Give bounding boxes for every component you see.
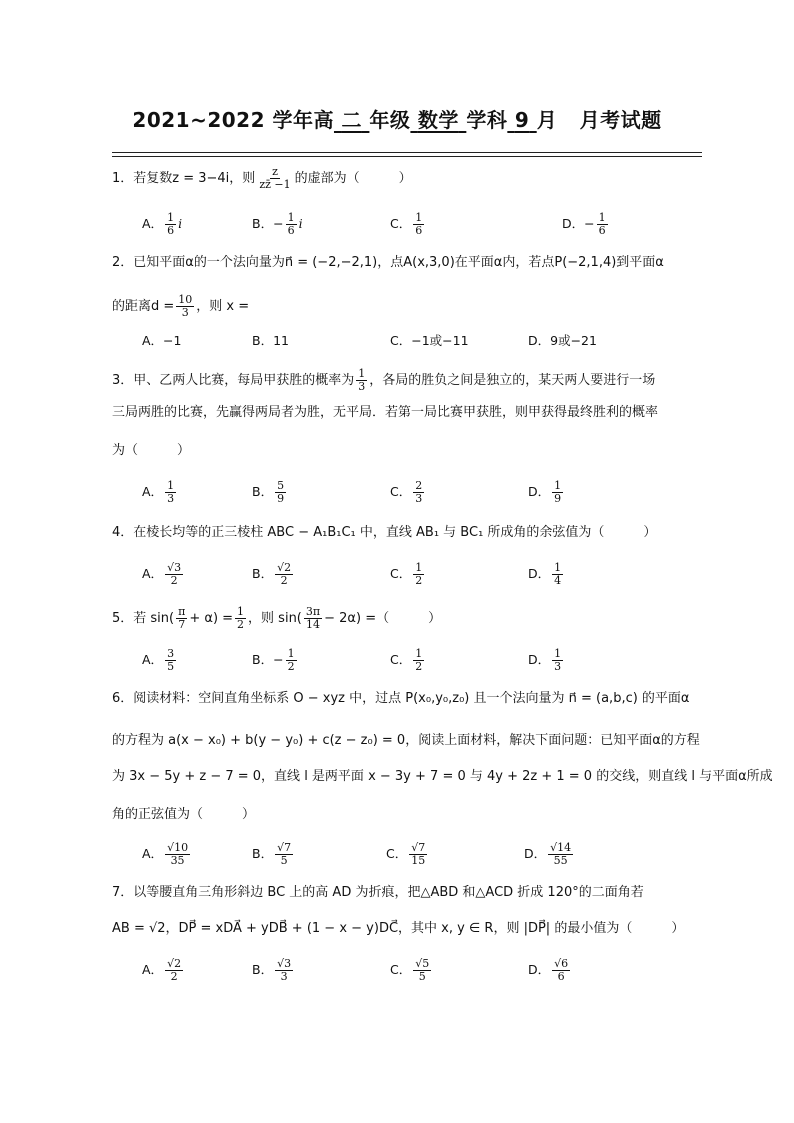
q1-text: 1．若复数z = 3−4i，则 [112,171,256,186]
q5-option-d[interactable]: D． $\frac{1}{3}$ [528,647,562,673]
header-divider [112,156,702,157]
q1-option-a[interactable]: A． $\frac{1}{6}$ i [142,211,183,237]
page-title [0,104,794,133]
question-3: 3．甲、乙两人比赛，每局甲获胜的概率为 $\frac{1}{3}$ ，各局的胜负之间是独立的，某天两人要进行一场 [112,367,656,393]
q1-tail: 的虚部为（ ） [294,171,412,186]
header-divider [112,152,702,153]
q7-option-a[interactable]: A． $\frac{√2}{2}$ [142,957,182,983]
q3-option-c[interactable]: C． $\frac{2}{3}$ [390,479,423,505]
question-6-line4: 角的正弦值为（ ） [112,807,256,822]
title-grade-blank [334,108,369,132]
question-3-line2: 三局两胜的比赛，先赢得两局者为胜，无平局．若第一局比赛甲获胜，则甲获得最终胜利的概率 [112,405,659,420]
q2-option-c[interactable]: C．−1或−11 [390,333,469,348]
title-subject: 数学 [417,108,459,132]
q1-fraction: $\frac{z}{zz̄ -1}$ [259,165,291,191]
q4-option-b[interactable]: B． $\frac{√2}{2}$ [252,561,292,587]
question-3-line3: 为（ ） [112,443,191,458]
title-part: 2021~2022 学年高 [132,108,334,132]
title-subject-blank [410,108,466,132]
title-part: 年级 [369,108,411,132]
question-7: 7．以等腰直角三角形斜边 BC 上的高 AD 为折痕，把△ABD 和△ACD 折成 120°的二面角若 [112,885,644,900]
question-2-cont: 的距离d = $\frac{10}{3}$ ，则 x = [112,293,250,319]
q3-option-a[interactable]: A． $\frac{1}{3}$ [142,479,175,505]
q6-option-a[interactable]: A． $\frac{√10}{35}$ [142,841,189,867]
question-5: 5．若 sin( $\frac{\pi}{7}$ + α) = $\frac{1}{2}$ ，则 sin( $\frac{3\pi}{14}$ − 2α) =（ ） [112,605,442,631]
q7-option-d[interactable]: D． $\frac{√6}{6}$ [528,957,569,983]
q6-option-b[interactable]: B． $\frac{√7}{5}$ [252,841,292,867]
question-6-line2: 的方程为 a(x − x₀) + b(y − y₀) + c(z − z₀) = 0，阅读上面材料，解决下面问题：已知平面α的方程 [112,733,700,748]
q4-option-d[interactable]: D． $\frac{1}{4}$ [528,561,562,587]
title-grade: 二 [341,108,362,132]
q2-fraction: $\frac{10}{3}$ [178,293,193,319]
title-part: 学科 [466,108,508,132]
question-6: 6．阅读材料：空间直角坐标系 O − xyz 中，过点 P(x₀,y₀,z₀) 且一个法向量为 n⃗ = (a,b,c) 的平面α [112,691,690,706]
q1-option-c[interactable]: C． $\frac{1}{6}$ [390,211,423,237]
q6-option-c[interactable]: C． $\frac{√7}{15}$ [386,841,426,867]
question-6-line3: 为 3x − 5y + z − 7 = 0，直线 l 是两平面 x − 3y + 7 = 0 与 4y + 2z + 1 = 0 的交线，则直线 l 与平面α所成 [112,769,773,784]
q2-option-a[interactable]: A．−1 [142,333,182,348]
q2-option-d[interactable]: D．9或−21 [528,333,597,348]
q5-option-b[interactable]: B．− $\frac{1}{2}$ [252,647,295,673]
q4-option-a[interactable]: A． $\frac{√3}{2}$ [142,561,182,587]
q5-option-c[interactable]: C． $\frac{1}{2}$ [390,647,423,673]
title-month: 9 [514,108,530,132]
q7-option-c[interactable]: C． $\frac{√5}{5}$ [390,957,430,983]
q1-option-d[interactable]: D．− $\frac{1}{6}$ [562,211,606,237]
question-1 [112,166,412,191]
q6-option-d[interactable]: D． $\frac{√14}{55}$ [524,841,572,867]
question-4: 4．在棱长均等的正三棱柱 ABC − A₁B₁C₁ 中，直线 AB₁ 与 BC₁ 所成角的余弦值为（ ） [112,525,657,540]
question-2 [112,254,664,272]
q3-fraction: $\frac{1}{3}$ [358,367,366,393]
q7-option-b[interactable]: B． $\frac{√3}{3}$ [252,957,292,983]
q4-option-c[interactable]: C． $\frac{1}{2}$ [390,561,423,587]
question-7-line2: AB = √2，DP⃗ = xDA⃗ + yDB⃗ + (1 − x − y)DC⃗，其中 x, y ∈ R，则 |DP⃗| 的最小值为（ ） [112,921,685,936]
q2-line1: 2．已知平面α的一个法向量为n⃗ = (−2,−2,1)，点A(x,3,0)在平面α内，若点P(−2,1,4)到平面α [112,255,664,270]
title-month-blank [507,108,536,132]
q1-option-b[interactable]: B．− $\frac{1}{6}$ i [252,211,303,237]
title-part: 月考试题 [579,108,662,132]
q3-option-d[interactable]: D． $\frac{1}{9}$ [528,479,562,505]
q2-option-b[interactable]: B．11 [252,333,289,348]
q5-option-a[interactable]: A． $\frac{3}{5}$ [142,647,175,673]
q3-option-b[interactable]: B． $\frac{5}{9}$ [252,479,285,505]
title-part: 月 [536,108,558,132]
